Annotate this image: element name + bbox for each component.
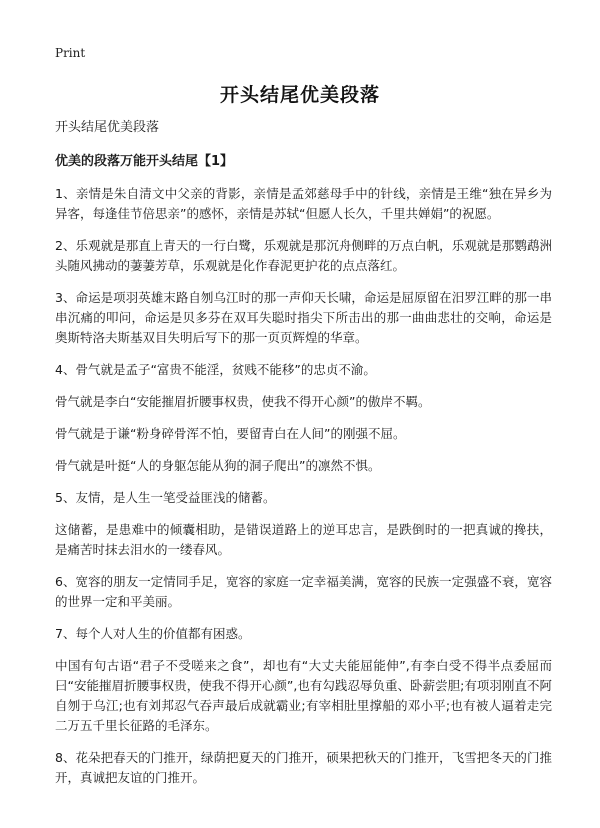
paragraph-3: 3、命运是项羽英雄末路自刎乌江时的那一声仰天长啸，命运是屈原留在汨罗江畔的那一串串沉痛的叩问，命运是贝多芬在双耳失聪时指尖下所击出的那一曲曲悲壮的交响，命运是奥斯特洛夫斯基双目失明后写下的那一页页辉煌的华章。 xyxy=(55,290,552,345)
page-title: 开头结尾优美段落 xyxy=(219,84,380,106)
section-heading: 优美的段落万能开头结尾【1】 xyxy=(55,154,234,169)
article-body xyxy=(55,118,552,800)
paragraph-2: 2、乐观就是那直上青天的一行白鹭，乐观就是那沉舟侧畔的万点白帆，乐观就是那鹦鹉洲头随风拂动的萋萋芳草，乐观就是化作春泥更护花的点点落红。 xyxy=(55,238,552,273)
paragraph-8: 5、友情，是人生一笔受益匪浅的储蓄。 xyxy=(55,490,276,505)
paragraph-13: 8、花朵把春天的门推开，绿荫把夏天的门推开，硕果把秋天的门推开，飞雪把冬天的门推开，真诚把友谊的门推开。 xyxy=(55,750,552,785)
print-link[interactable]: Print xyxy=(55,46,86,60)
paragraph-1: 1、亲情是朱自清文中父亲的背影，亲情是孟郊慈母手中的针线，亲情是王维“独在异乡为异客，每逢佳节倍思亲”的感怀，亲情是苏轼“但愿人长久，千里共婵娟”的祝愿。 xyxy=(55,186,552,221)
paragraph-11: 7、每个人对人生的价值都有困惑。 xyxy=(55,626,251,641)
paragraph-4: 4、骨气就是孟子“富贵不能淫，贫贱不能移”的忠贞不渝。 xyxy=(55,362,376,377)
paragraph-12: 中国有句古语“君子不受嗟来之食”，却也有“大丈夫能屈能伸”,有李白受不得半点委屈而曰“安能摧眉折腰事权贵，使我不得开心颜”,也有勾践忍辱负重、卧薪尝胆;有项羽刚直不阿自刎于乌江;也有刘邦忍气吞声最后成就霸业;有宰相肚里撑船的邓小平;也有被人逼着走完二万五千里长征路的毛泽东。 xyxy=(55,658,552,733)
paragraph-10: 6、宽容的朋友一定情同手足，宽容的家庭一定幸福美满，宽容的民族一定强盛不衰，宽容的世界一定和平美丽。 xyxy=(55,574,552,609)
paragraph-9: 这储蓄，是患难中的倾囊相助，是错误道路上的逆耳忠言，是跌倒时的一把真诚的搀扶，是痛苦时抹去泪水的一缕春风。 xyxy=(55,522,552,557)
paragraph-7: 骨气就是叶挺“人的身躯怎能从狗的洞子爬出”的凛然不惧。 xyxy=(55,458,381,473)
article-subtitle: 开头结尾优美段落 xyxy=(55,120,160,135)
paragraph-5: 骨气就是李白“安能摧眉折腰事权贵，使我不得开心颜”的傲岸不羁。 xyxy=(55,394,431,409)
paragraph-6: 骨气就是于谦“粉身碎骨浑不怕，要留青白在人间”的刚强不屈。 xyxy=(55,426,406,441)
